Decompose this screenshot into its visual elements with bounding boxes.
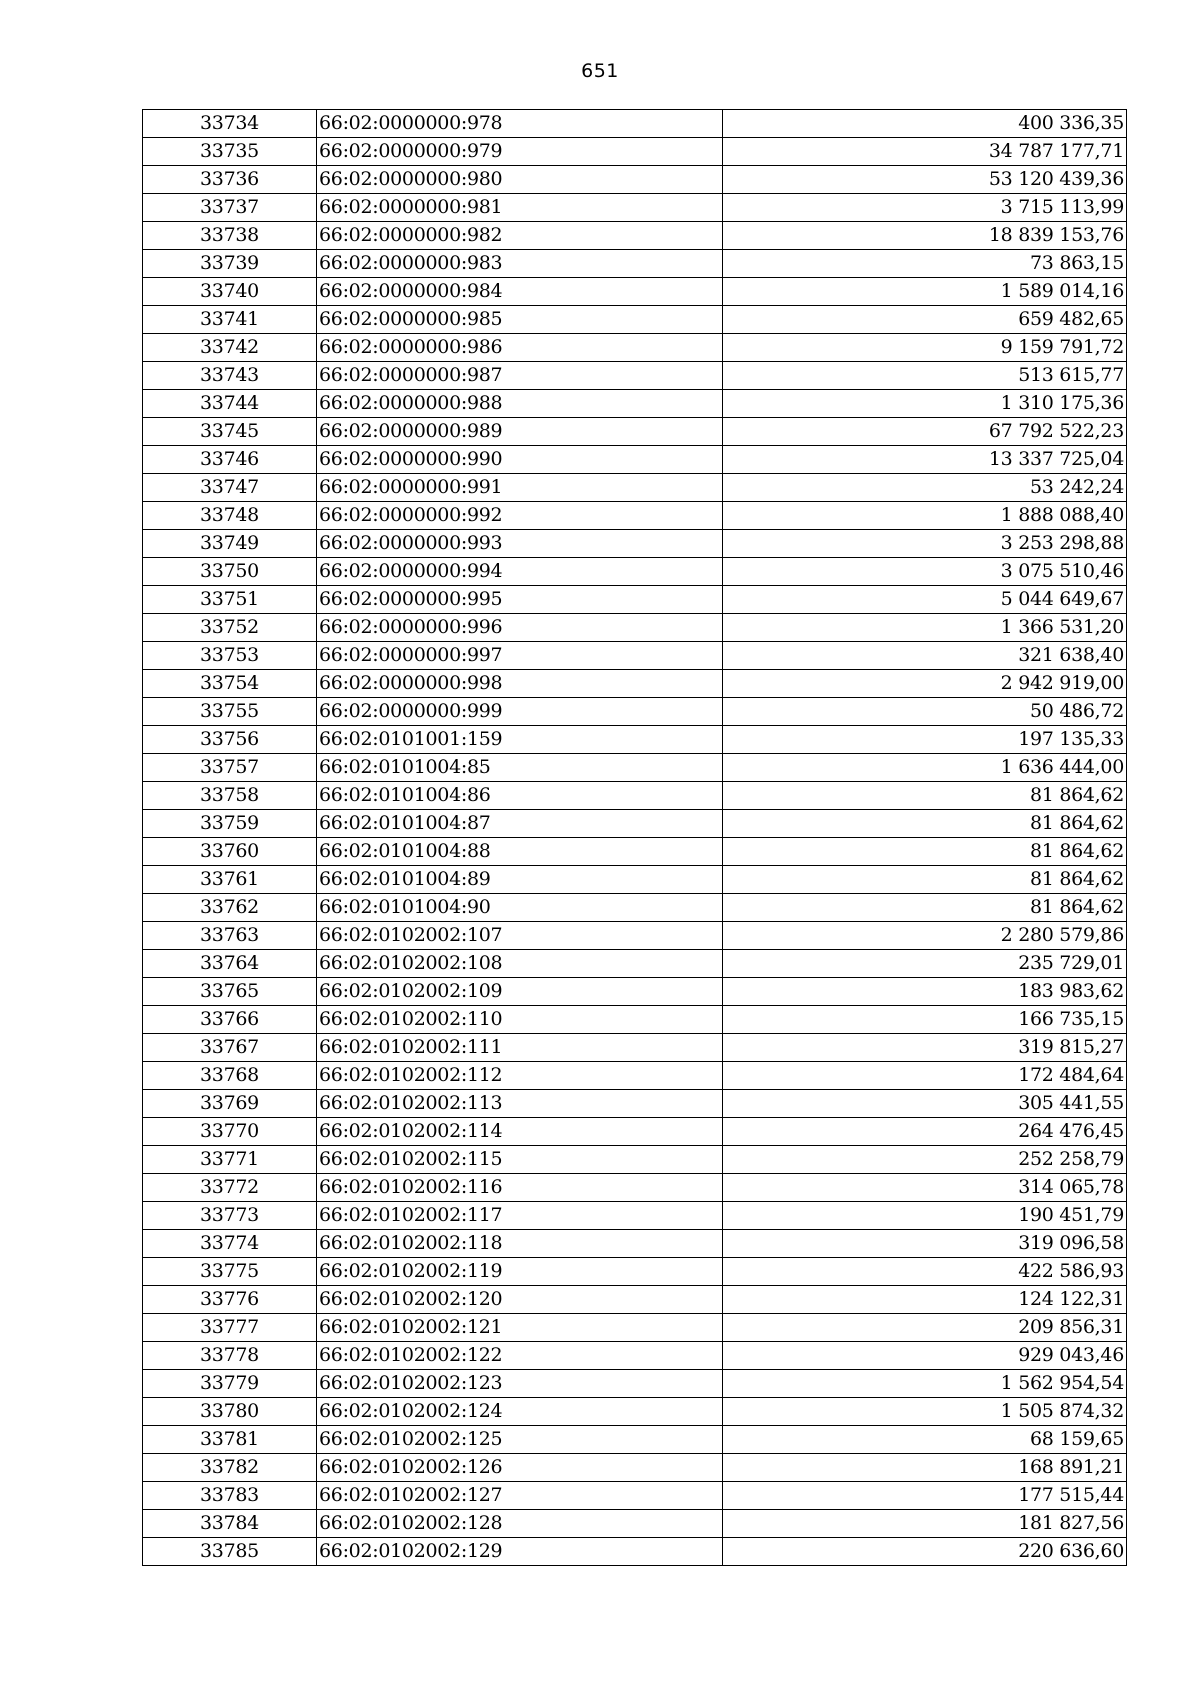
table-row (143, 418, 1127, 446)
table-row (143, 1146, 1127, 1174)
cadastral-number-cell: 66:02:0000000:991 (317, 474, 723, 502)
cadastral-value-cell: 53 120 439,36 (723, 166, 1127, 194)
cadastral-value-cell: 220 636,60 (723, 1538, 1127, 1566)
cadastral-value-cell: 314 065,78 (723, 1174, 1127, 1202)
cadastral-number-cell: 66:02:0102002:127 (317, 1482, 723, 1510)
cadastral-number-cell: 66:02:0000000:998 (317, 670, 723, 698)
cadastral-number-cell: 66:02:0102002:115 (317, 1146, 723, 1174)
cadastral-value-cell: 183 983,62 (723, 978, 1127, 1006)
cadastral-number-cell: 66:02:0101004:85 (317, 754, 723, 782)
cadastral-number-cell: 66:02:0102002:116 (317, 1174, 723, 1202)
table-row (143, 530, 1127, 558)
table-row (143, 222, 1127, 250)
row-number-cell: 33763 (143, 922, 317, 950)
row-number-cell: 33771 (143, 1146, 317, 1174)
table-row (143, 1538, 1127, 1566)
row-number-cell: 33746 (143, 446, 317, 474)
table-row (143, 334, 1127, 362)
cadastral-number-cell: 66:02:0000000:996 (317, 614, 723, 642)
cadastral-value-cell: 659 482,65 (723, 306, 1127, 334)
table-row (143, 1118, 1127, 1146)
table-row (143, 726, 1127, 754)
page-number: 651 (581, 60, 619, 82)
table-row (143, 1006, 1127, 1034)
table-row (143, 250, 1127, 278)
cadastral-value-cell: 235 729,01 (723, 950, 1127, 978)
row-number-cell: 33768 (143, 1062, 317, 1090)
table-row (143, 642, 1127, 670)
table-row (143, 138, 1127, 166)
row-number-cell: 33759 (143, 810, 317, 838)
table-row (143, 1370, 1127, 1398)
cadastral-number-cell: 66:02:0000000:981 (317, 194, 723, 222)
cadastral-value-cell: 18 839 153,76 (723, 222, 1127, 250)
row-number-cell: 33774 (143, 1230, 317, 1258)
cadastral-number-cell: 66:02:0101001:159 (317, 726, 723, 754)
cadastral-number-cell: 66:02:0000000:988 (317, 390, 723, 418)
cadastral-value-cell: 197 135,33 (723, 726, 1127, 754)
row-number-cell: 33782 (143, 1454, 317, 1482)
table-row (143, 1482, 1127, 1510)
cadastral-number-cell: 66:02:0102002:124 (317, 1398, 723, 1426)
table-row (143, 1090, 1127, 1118)
cadastral-value-cell: 190 451,79 (723, 1202, 1127, 1230)
cadastral-value-cell: 1 366 531,20 (723, 614, 1127, 642)
cadastral-number-cell: 66:02:0000000:995 (317, 586, 723, 614)
table-row (143, 1062, 1127, 1090)
table-row (143, 782, 1127, 810)
table-row (143, 978, 1127, 1006)
table-row (143, 1286, 1127, 1314)
cadastral-value-cell: 305 441,55 (723, 1090, 1127, 1118)
row-number-cell: 33761 (143, 866, 317, 894)
cadastral-number-cell: 66:02:0000000:983 (317, 250, 723, 278)
row-number-cell: 33772 (143, 1174, 317, 1202)
table-row (143, 866, 1127, 894)
row-number-cell: 33739 (143, 250, 317, 278)
cadastral-value-cell: 252 258,79 (723, 1146, 1127, 1174)
cadastral-number-cell: 66:02:0102002:126 (317, 1454, 723, 1482)
cadastral-value-cell: 9 159 791,72 (723, 334, 1127, 362)
cadastral-number-cell: 66:02:0102002:111 (317, 1034, 723, 1062)
row-number-cell: 33765 (143, 978, 317, 1006)
cadastral-value-cell: 172 484,64 (723, 1062, 1127, 1090)
table-row (143, 1230, 1127, 1258)
row-number-cell: 33760 (143, 838, 317, 866)
table-row (143, 1342, 1127, 1370)
cadastral-number-cell: 66:02:0102002:109 (317, 978, 723, 1006)
row-number-cell: 33778 (143, 1342, 317, 1370)
cadastral-value-cell: 81 864,62 (723, 866, 1127, 894)
cadastral-number-cell: 66:02:0102002:125 (317, 1426, 723, 1454)
row-number-cell: 33769 (143, 1090, 317, 1118)
cadastral-value-cell: 321 638,40 (723, 642, 1127, 670)
cadastral-number-cell: 66:02:0000000:985 (317, 306, 723, 334)
cadastral-number-cell: 66:02:0000000:987 (317, 362, 723, 390)
row-number-cell: 33777 (143, 1314, 317, 1342)
cadastral-number-cell: 66:02:0000000:990 (317, 446, 723, 474)
cadastral-value-cell: 177 515,44 (723, 1482, 1127, 1510)
cadastral-value-cell: 81 864,62 (723, 782, 1127, 810)
cadastral-number-cell: 66:02:0000000:994 (317, 558, 723, 586)
cadastral-value-cell: 319 096,58 (723, 1230, 1127, 1258)
cadastral-value-cell: 81 864,62 (723, 838, 1127, 866)
cadastral-value-cell: 68 159,65 (723, 1426, 1127, 1454)
table-row (143, 278, 1127, 306)
cadastral-number-cell: 66:02:0101004:90 (317, 894, 723, 922)
table-row (143, 446, 1127, 474)
cadastral-value-cell: 1 505 874,32 (723, 1398, 1127, 1426)
cadastral-value-cell: 2 942 919,00 (723, 670, 1127, 698)
cadastral-number-cell: 66:02:0102002:123 (317, 1370, 723, 1398)
table-row (143, 1174, 1127, 1202)
cadastral-number-cell: 66:02:0102002:113 (317, 1090, 723, 1118)
cadastral-value-cell: 3 253 298,88 (723, 530, 1127, 558)
cadastral-value-cell: 73 863,15 (723, 250, 1127, 278)
cadastral-value-cell: 168 891,21 (723, 1454, 1127, 1482)
cadastral-value-cell: 3 715 113,99 (723, 194, 1127, 222)
cadastral-number-cell: 66:02:0102002:122 (317, 1342, 723, 1370)
cadastral-number-cell: 66:02:0000000:992 (317, 502, 723, 530)
cadastral-value-cell: 1 636 444,00 (723, 754, 1127, 782)
table-row (143, 1314, 1127, 1342)
cadastral-value-cell: 81 864,62 (723, 810, 1127, 838)
row-number-cell: 33752 (143, 614, 317, 642)
cadastral-value-cell: 2 280 579,86 (723, 922, 1127, 950)
row-number-cell: 33775 (143, 1258, 317, 1286)
cadastral-value-cell: 5 044 649,67 (723, 586, 1127, 614)
row-number-cell: 33748 (143, 502, 317, 530)
row-number-cell: 33755 (143, 698, 317, 726)
table-row (143, 810, 1127, 838)
cadastral-number-cell: 66:02:0102002:120 (317, 1286, 723, 1314)
row-number-cell: 33753 (143, 642, 317, 670)
cadastral-number-cell: 66:02:0000000:978 (317, 110, 723, 138)
cadastral-value-cell: 166 735,15 (723, 1006, 1127, 1034)
cadastral-number-cell: 66:02:0102002:107 (317, 922, 723, 950)
cadastral-number-cell: 66:02:0101004:86 (317, 782, 723, 810)
table-row (143, 166, 1127, 194)
cadastral-number-cell: 66:02:0102002:112 (317, 1062, 723, 1090)
row-number-cell: 33744 (143, 390, 317, 418)
table-row (143, 1426, 1127, 1454)
cadastral-value-cell: 13 337 725,04 (723, 446, 1127, 474)
row-number-cell: 33781 (143, 1426, 317, 1454)
cadastral-number-cell: 66:02:0000000:982 (317, 222, 723, 250)
row-number-cell: 33749 (143, 530, 317, 558)
cadastral-value-cell: 1 888 088,40 (723, 502, 1127, 530)
cadastral-value-cell: 124 122,31 (723, 1286, 1127, 1314)
row-number-cell: 33776 (143, 1286, 317, 1314)
row-number-cell: 33750 (143, 558, 317, 586)
table-row (143, 754, 1127, 782)
cadastral-number-cell: 66:02:0101004:87 (317, 810, 723, 838)
table-row (143, 1258, 1127, 1286)
cadastral-number-cell: 66:02:0101004:88 (317, 838, 723, 866)
cadastral-value-cell: 264 476,45 (723, 1118, 1127, 1146)
table-row (143, 474, 1127, 502)
row-number-cell: 33770 (143, 1118, 317, 1146)
row-number-cell: 33762 (143, 894, 317, 922)
cadastral-value-cell: 3 075 510,46 (723, 558, 1127, 586)
table-row (143, 110, 1127, 138)
cadastral-value-cell: 181 827,56 (723, 1510, 1127, 1538)
row-number-cell: 33756 (143, 726, 317, 754)
table-row (143, 306, 1127, 334)
cadastral-value-cell: 422 586,93 (723, 1258, 1127, 1286)
cadastral-value-cell: 67 792 522,23 (723, 418, 1127, 446)
cadastral-number-cell: 66:02:0102002:129 (317, 1538, 723, 1566)
table-row (143, 950, 1127, 978)
table-row (143, 614, 1127, 642)
table-row (143, 894, 1127, 922)
cadastral-value-cell: 1 562 954,54 (723, 1370, 1127, 1398)
row-number-cell: 33738 (143, 222, 317, 250)
table-row (143, 838, 1127, 866)
table-row (143, 1202, 1127, 1230)
table-row (143, 922, 1127, 950)
cadastral-number-cell: 66:02:0000000:979 (317, 138, 723, 166)
table-row (143, 586, 1127, 614)
row-number-cell: 33785 (143, 1538, 317, 1566)
row-number-cell: 33747 (143, 474, 317, 502)
cadastral-value-table (142, 109, 1127, 1566)
row-number-cell: 33783 (143, 1482, 317, 1510)
row-number-cell: 33754 (143, 670, 317, 698)
cadastral-value-cell: 209 856,31 (723, 1314, 1127, 1342)
row-number-cell: 33780 (143, 1398, 317, 1426)
cadastral-number-cell: 66:02:0102002:121 (317, 1314, 723, 1342)
table-row (143, 390, 1127, 418)
row-number-cell: 33735 (143, 138, 317, 166)
cadastral-value-cell: 929 043,46 (723, 1342, 1127, 1370)
table-row (143, 362, 1127, 390)
cadastral-number-cell: 66:02:0000000:984 (317, 278, 723, 306)
row-number-cell: 33784 (143, 1510, 317, 1538)
row-number-cell: 33773 (143, 1202, 317, 1230)
table-row (143, 1034, 1127, 1062)
table-row (143, 1510, 1127, 1538)
cadastral-number-cell: 66:02:0102002:114 (317, 1118, 723, 1146)
cadastral-number-cell: 66:02:0000000:980 (317, 166, 723, 194)
row-number-cell: 33757 (143, 754, 317, 782)
cadastral-number-cell: 66:02:0102002:118 (317, 1230, 723, 1258)
cadastral-number-cell: 66:02:0102002:119 (317, 1258, 723, 1286)
row-number-cell: 33751 (143, 586, 317, 614)
cadastral-number-cell: 66:02:0102002:117 (317, 1202, 723, 1230)
cadastral-value-cell: 1 589 014,16 (723, 278, 1127, 306)
cadastral-value-cell: 319 815,27 (723, 1034, 1127, 1062)
row-number-cell: 33745 (143, 418, 317, 446)
row-number-cell: 33740 (143, 278, 317, 306)
row-number-cell: 33766 (143, 1006, 317, 1034)
row-number-cell: 33734 (143, 110, 317, 138)
row-number-cell: 33743 (143, 362, 317, 390)
cadastral-number-cell: 66:02:0102002:108 (317, 950, 723, 978)
table-row (143, 1454, 1127, 1482)
cadastral-value-cell: 400 336,35 (723, 110, 1127, 138)
table-row (143, 670, 1127, 698)
table-row (143, 1398, 1127, 1426)
table-body (143, 110, 1127, 1566)
cadastral-number-cell: 66:02:0102002:128 (317, 1510, 723, 1538)
row-number-cell: 33767 (143, 1034, 317, 1062)
cadastral-number-cell: 66:02:0102002:110 (317, 1006, 723, 1034)
table-row (143, 558, 1127, 586)
cadastral-number-cell: 66:02:0000000:997 (317, 642, 723, 670)
table-row (143, 194, 1127, 222)
cadastral-value-cell: 81 864,62 (723, 894, 1127, 922)
cadastral-number-cell: 66:02:0000000:993 (317, 530, 723, 558)
row-number-cell: 33742 (143, 334, 317, 362)
cadastral-value-cell: 513 615,77 (723, 362, 1127, 390)
cadastral-value-cell: 34 787 177,71 (723, 138, 1127, 166)
row-number-cell: 33764 (143, 950, 317, 978)
cadastral-number-cell: 66:02:0000000:989 (317, 418, 723, 446)
cadastral-value-cell: 50 486,72 (723, 698, 1127, 726)
table-row (143, 502, 1127, 530)
row-number-cell: 33741 (143, 306, 317, 334)
cadastral-value-cell: 53 242,24 (723, 474, 1127, 502)
cadastral-number-cell: 66:02:0000000:986 (317, 334, 723, 362)
cadastral-number-cell: 66:02:0000000:999 (317, 698, 723, 726)
row-number-cell: 33758 (143, 782, 317, 810)
row-number-cell: 33779 (143, 1370, 317, 1398)
row-number-cell: 33736 (143, 166, 317, 194)
row-number-cell: 33737 (143, 194, 317, 222)
cadastral-number-cell: 66:02:0101004:89 (317, 866, 723, 894)
cadastral-value-cell: 1 310 175,36 (723, 390, 1127, 418)
table-row (143, 698, 1127, 726)
